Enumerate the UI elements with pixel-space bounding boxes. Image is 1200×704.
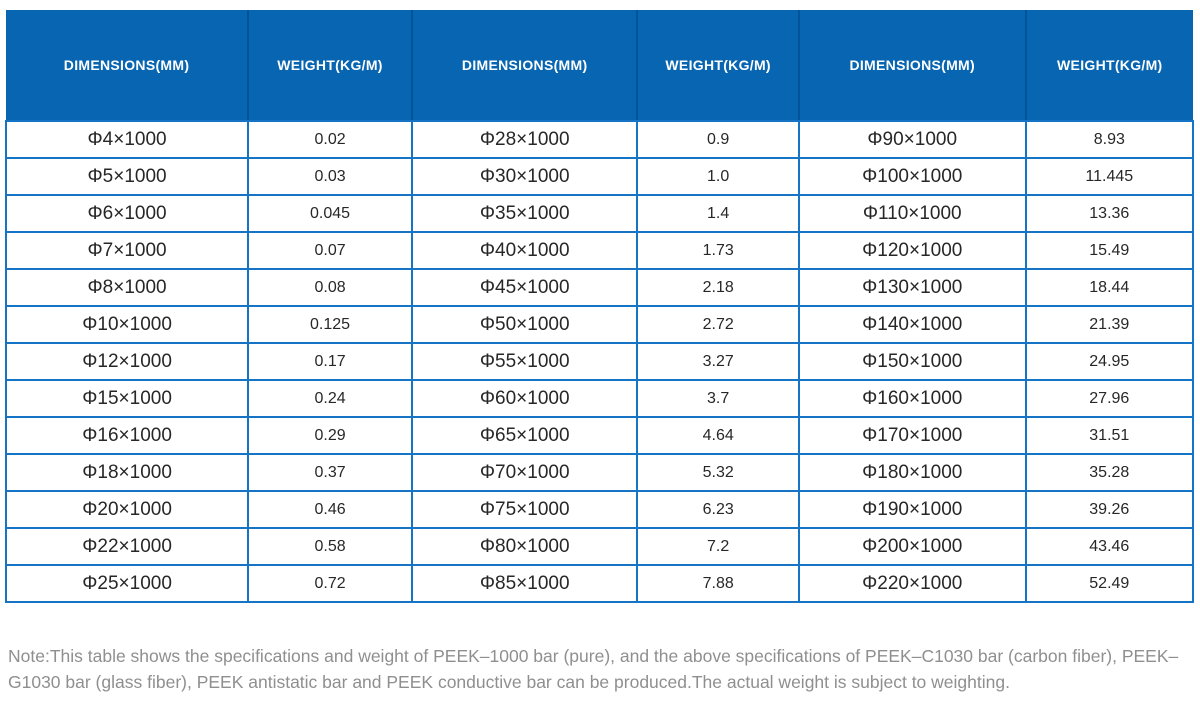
table-note: Note:This table shows the specifications and weight of PEEK–1000 bar (pure), and the above specifications of PEEK–C1030 bar (carbon fiber), PEEK–G1030 bar (glass fiber), PEEK antistatic bar and PEEK conductive bar can be produced.The actual weight is subject to weighting. (8, 646, 1179, 692)
weight-cell: 21.39 (1026, 306, 1193, 343)
weight-cell: 0.125 (248, 306, 412, 343)
weight-cell: 0.46 (248, 491, 412, 528)
weight-cell: 0.03 (248, 158, 412, 195)
dimension-cell: Φ55×1000 (412, 343, 638, 380)
weight-cell: 5.32 (637, 454, 798, 491)
dimension-cell: Φ40×1000 (412, 232, 638, 269)
weight-cell: 18.44 (1026, 269, 1193, 306)
dimension-cell: Φ10×1000 (6, 306, 248, 343)
weight-cell: 15.49 (1026, 232, 1193, 269)
header-cell-dimensions: DIMENSIONS(MM) (6, 10, 248, 121)
table-row (6, 528, 1193, 565)
dimension-cell: Φ150×1000 (799, 343, 1026, 380)
header-cell-weight: WEIGHT(KG/M) (1026, 10, 1193, 121)
dimension-cell: Φ8×1000 (6, 269, 248, 306)
table-row (6, 491, 1193, 528)
dimension-cell: Φ20×1000 (6, 491, 248, 528)
weight-cell: 0.17 (248, 343, 412, 380)
header-cell-dimensions: DIMENSIONS(MM) (412, 10, 638, 121)
dimension-cell: Φ85×1000 (412, 565, 638, 602)
dimension-cell: Φ100×1000 (799, 158, 1026, 195)
peek-bar-spec-table (5, 10, 1194, 603)
table-body (6, 121, 1193, 602)
dimension-cell: Φ15×1000 (6, 380, 248, 417)
dimension-cell: Φ60×1000 (412, 380, 638, 417)
table-row (6, 158, 1193, 195)
weight-cell: 35.28 (1026, 454, 1193, 491)
dimension-cell: Φ120×1000 (799, 232, 1026, 269)
weight-cell: 0.24 (248, 380, 412, 417)
dimension-cell: Φ25×1000 (6, 565, 248, 602)
dimension-cell: Φ50×1000 (412, 306, 638, 343)
weight-cell: 0.37 (248, 454, 412, 491)
table-row (6, 565, 1193, 602)
header-cell-weight: WEIGHT(KG/M) (637, 10, 798, 121)
weight-cell: 7.2 (637, 528, 798, 565)
dimension-cell: Φ7×1000 (6, 232, 248, 269)
table-row (6, 306, 1193, 343)
dimension-cell: Φ75×1000 (412, 491, 638, 528)
weight-cell: 7.88 (637, 565, 798, 602)
dimension-cell: Φ200×1000 (799, 528, 1026, 565)
table-row (6, 121, 1193, 158)
weight-cell: 11.445 (1026, 158, 1193, 195)
dimension-cell: Φ28×1000 (412, 121, 638, 158)
dimension-cell: Φ130×1000 (799, 269, 1026, 306)
dimension-cell: Φ6×1000 (6, 195, 248, 232)
dimension-cell: Φ45×1000 (412, 269, 638, 306)
dimension-cell: Φ4×1000 (6, 121, 248, 158)
header-cell-dimensions: DIMENSIONS(MM) (799, 10, 1026, 121)
weight-cell: 0.58 (248, 528, 412, 565)
dimension-cell: Φ18×1000 (6, 454, 248, 491)
dimension-cell: Φ90×1000 (799, 121, 1026, 158)
dimension-cell: Φ180×1000 (799, 454, 1026, 491)
weight-cell: 4.64 (637, 417, 798, 454)
dimension-cell: Φ16×1000 (6, 417, 248, 454)
weight-cell: 0.29 (248, 417, 412, 454)
table-row (6, 269, 1193, 306)
weight-cell: 24.95 (1026, 343, 1193, 380)
table-row (6, 454, 1193, 491)
dimension-cell: Φ5×1000 (6, 158, 248, 195)
weight-cell: 39.26 (1026, 491, 1193, 528)
dimension-cell: Φ30×1000 (412, 158, 638, 195)
dimension-cell: Φ160×1000 (799, 380, 1026, 417)
header-row (6, 10, 1193, 121)
dimension-cell: Φ170×1000 (799, 417, 1026, 454)
dimension-cell: Φ65×1000 (412, 417, 638, 454)
weight-cell: 3.27 (637, 343, 798, 380)
weight-cell: 1.4 (637, 195, 798, 232)
header-cell-weight: WEIGHT(KG/M) (248, 10, 412, 121)
table-row (6, 195, 1193, 232)
weight-cell: 1.0 (637, 158, 798, 195)
dimension-cell: Φ80×1000 (412, 528, 638, 565)
weight-cell: 13.36 (1026, 195, 1193, 232)
dimension-cell: Φ190×1000 (799, 491, 1026, 528)
weight-cell: 43.46 (1026, 528, 1193, 565)
weight-cell: 0.045 (248, 195, 412, 232)
weight-cell: 6.23 (637, 491, 798, 528)
weight-cell: 0.02 (248, 121, 412, 158)
weight-cell: 3.7 (637, 380, 798, 417)
weight-cell: 2.18 (637, 269, 798, 306)
dimension-cell: Φ12×1000 (6, 343, 248, 380)
table-row (6, 417, 1193, 454)
dimension-cell: Φ140×1000 (799, 306, 1026, 343)
weight-cell: 0.72 (248, 565, 412, 602)
weight-cell: 1.73 (637, 232, 798, 269)
dimension-cell: Φ70×1000 (412, 454, 638, 491)
table-row (6, 343, 1193, 380)
weight-cell: 0.07 (248, 232, 412, 269)
weight-cell: 0.9 (637, 121, 798, 158)
table-row (6, 380, 1193, 417)
weight-cell: 8.93 (1026, 121, 1193, 158)
dimension-cell: Φ110×1000 (799, 195, 1026, 232)
table-row (6, 232, 1193, 269)
weight-cell: 52.49 (1026, 565, 1193, 602)
dimension-cell: Φ22×1000 (6, 528, 248, 565)
weight-cell: 2.72 (637, 306, 798, 343)
weight-cell: 31.51 (1026, 417, 1193, 454)
dimension-cell: Φ220×1000 (799, 565, 1026, 602)
weight-cell: 0.08 (248, 269, 412, 306)
weight-cell: 27.96 (1026, 380, 1193, 417)
dimension-cell: Φ35×1000 (412, 195, 638, 232)
